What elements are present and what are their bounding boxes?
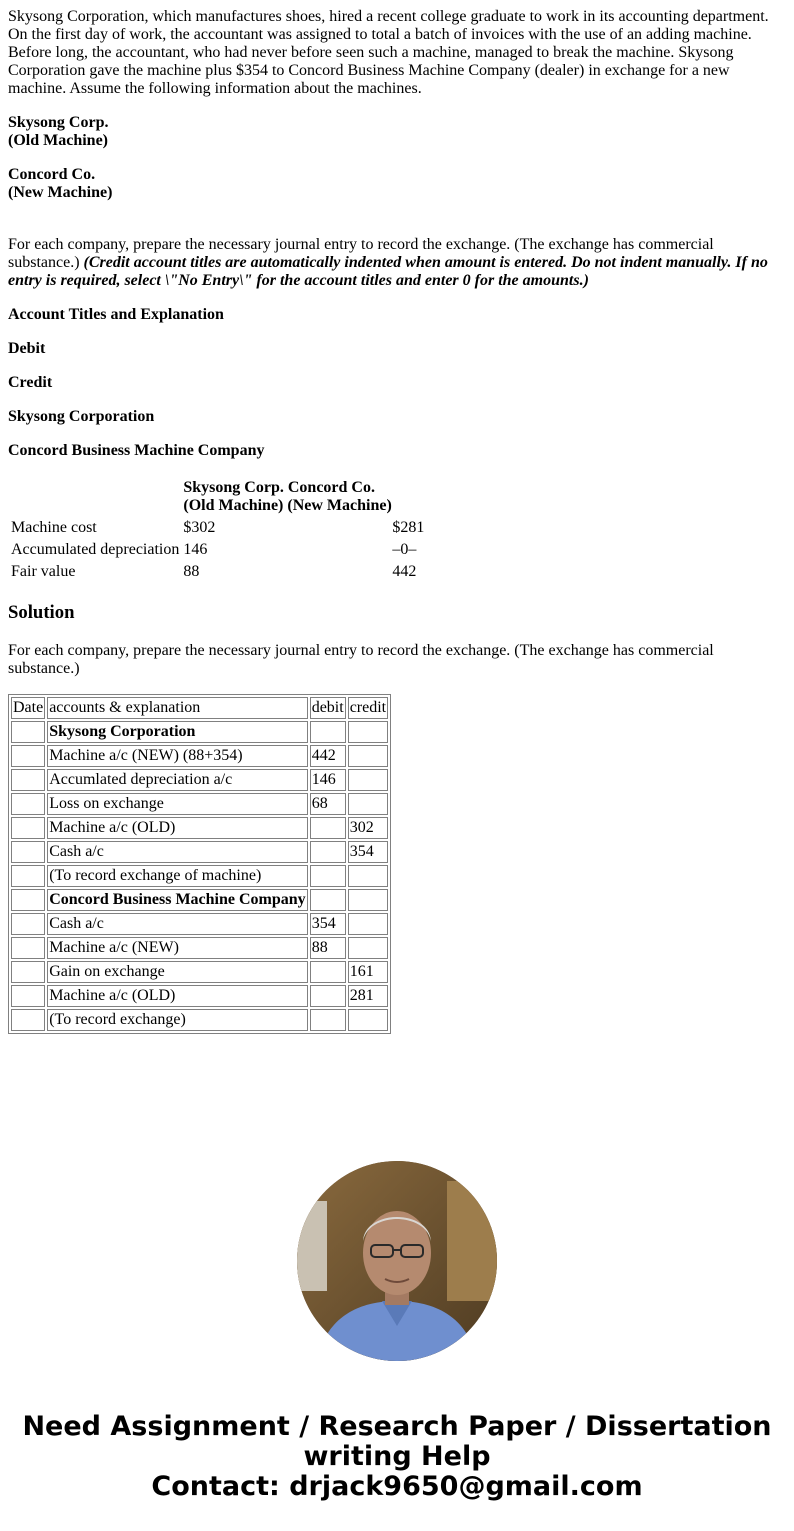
journal-cell-account: Machine a/c (NEW) (88+354) (47, 745, 307, 767)
journal-cell-credit (348, 769, 388, 791)
journal-cell-account: Cash a/c (47, 841, 307, 863)
journal-cell-account: Cash a/c (47, 913, 307, 935)
info-row-label: Accumulated depreciation (11, 541, 180, 558)
journal-cell-credit (348, 793, 388, 815)
journal-cell-date (11, 817, 45, 839)
info-row (10, 518, 425, 538)
journal-cell-date (11, 913, 45, 935)
journal-cell-debit (310, 841, 346, 863)
solution-heading: Solution (8, 602, 75, 623)
journal-cell-date (11, 937, 45, 959)
journal-cell-credit: 161 (348, 961, 388, 983)
journal-row (11, 985, 388, 1007)
journal-cell-account: Machine a/c (OLD) (47, 985, 307, 1007)
info-row-label: Machine cost (11, 519, 97, 536)
journal-cell-debit (310, 889, 346, 911)
journal-cell-account: (To record exchange of machine) (47, 865, 307, 887)
journal-cell-date (11, 1009, 45, 1031)
journal-cell-credit (348, 913, 388, 935)
journal-cell-debit (310, 985, 346, 1007)
info-row (10, 540, 425, 560)
journal-cell-date (11, 961, 45, 983)
journal-cell-debit (310, 817, 346, 839)
journal-cell-credit: 302 (348, 817, 388, 839)
machine-info-table (8, 476, 427, 584)
journal-cell-debit: 88 (310, 937, 346, 959)
info-header-blank (10, 478, 180, 516)
info-row-old: 146 (183, 541, 208, 558)
company1-text: Skysong Corporation (8, 408, 155, 425)
journal-cell-date (11, 793, 45, 815)
journal-cell-date (11, 985, 45, 1007)
journal-cell-debit (310, 961, 346, 983)
task-instruction: (Credit account titles are automatically indented when amount is entered. Do not indent manually. If no entry is required, select \"No Entry\" for the account titles and enter 0 for the amounts.) (8, 254, 768, 289)
concord-heading-line1: Concord Co. (8, 166, 96, 183)
journal-row (11, 913, 388, 935)
journal-cell-credit (348, 937, 388, 959)
journal-cell-account: Gain on exchange (47, 961, 307, 983)
journal-row (11, 769, 388, 791)
journal-cell-date (11, 889, 45, 911)
concord-heading (8, 166, 786, 202)
journal-header-account: accounts & explanation (47, 697, 307, 719)
info-row (10, 562, 425, 582)
task-paragraph (8, 236, 786, 290)
journal-cell-debit: 68 (310, 793, 346, 815)
journal-cell-credit (348, 1009, 388, 1031)
info-row-label: Fair value (11, 563, 76, 580)
col-debit-label (8, 340, 786, 358)
skysong-heading (8, 114, 786, 150)
journal-cell-credit: 281 (348, 985, 388, 1007)
journal-header-date: Date (11, 697, 45, 719)
info-header-col1-line1: Skysong Corp. (183, 479, 284, 496)
journal-cell-debit (310, 865, 346, 887)
journal-header-debit: debit (310, 697, 346, 719)
journal-row (11, 793, 388, 815)
skysong-heading-line2: (Old Machine) (8, 132, 108, 149)
problem-intro: Skysong Corporation, which manufactures shoes, hired a recent college graduate to work in its accounting department. On the first day of work, the accountant was assigned to total a batch of invoices with the use of an adding machine. Before long, the accountant, who had never before seen such a machine, managed to break the machine. Skysong Corporation gave the machine plus $354 to Concord Business Machine Company (dealer) in exchange for a new machine. Assume the following information about the machines. (8, 8, 769, 97)
promo-contact: Contact: drjack9650@gmail.com (151, 1471, 643, 1502)
journal-row (11, 937, 388, 959)
journal-cell-account: Accumlated depreciation a/c (47, 769, 307, 791)
info-row-new: $281 (392, 519, 425, 536)
journal-header-credit: credit (348, 697, 388, 719)
promo-line2: writing Help (303, 1441, 491, 1472)
journal-entry-table (8, 694, 391, 1034)
journal-cell-account: Concord Business Machine Company (47, 889, 307, 911)
journal-cell-credit (348, 889, 388, 911)
skysong-heading-line1: Skysong Corp. (8, 114, 109, 131)
info-header-col2-line1: Concord Co. (287, 479, 375, 496)
journal-row (11, 745, 388, 767)
author-photo-icon (297, 1161, 497, 1361)
company2-text: Concord Business Machine Company (8, 442, 265, 459)
col-credit-text: Credit (8, 374, 53, 391)
journal-row (11, 817, 388, 839)
journal-body (11, 721, 388, 1031)
journal-cell-credit (348, 865, 388, 887)
task-text: For each company, prepare the necessary journal entry to record the exchange. (The exchange has commercial substance.) (8, 236, 714, 271)
journal-cell-date (11, 745, 45, 767)
info-row-new: –0– (392, 541, 417, 558)
journal-cell-account: Machine a/c (NEW) (47, 937, 307, 959)
info-header-row (10, 478, 425, 516)
journal-cell-date (11, 769, 45, 791)
promo-banner (0, 1412, 794, 1502)
promo-line1: Need Assignment / Research Paper / Dissertation (22, 1411, 772, 1442)
journal-cell-date (11, 841, 45, 863)
journal-cell-date (11, 721, 45, 743)
journal-row (11, 961, 388, 983)
question-content (0, 8, 794, 1034)
journal-cell-credit: 354 (348, 841, 388, 863)
info-header-col2-line2: (New Machine) (287, 497, 392, 514)
journal-row (11, 841, 388, 863)
journal-cell-debit (310, 721, 346, 743)
journal-row (11, 721, 388, 743)
journal-cell-debit: 146 (310, 769, 346, 791)
info-header-col1-line2: (Old Machine) (183, 497, 284, 514)
info-header-text (182, 478, 425, 516)
journal-cell-date (11, 865, 45, 887)
col-credit-label (8, 374, 786, 392)
solution-task: For each company, prepare the necessary journal entry to record the exchange. (The exchange has commercial substance.) (8, 642, 714, 677)
concord-heading-line2: (New Machine) (8, 184, 113, 201)
journal-cell-credit (348, 721, 388, 743)
author-avatar (297, 1161, 497, 1361)
journal-cell-debit: 442 (310, 745, 346, 767)
col-account-label (8, 306, 786, 324)
info-row-new: 442 (392, 563, 417, 580)
journal-cell-account: Machine a/c (OLD) (47, 817, 307, 839)
journal-cell-credit (348, 745, 388, 767)
journal-cell-debit (310, 1009, 346, 1031)
journal-cell-account: Loss on exchange (47, 793, 307, 815)
journal-header-row (11, 697, 388, 719)
journal-row (11, 1009, 388, 1031)
info-row-old: $302 (183, 519, 216, 536)
col-debit-text: Debit (8, 340, 46, 357)
col-account-text: Account Titles and Explanation (8, 306, 224, 323)
company1-label (8, 408, 786, 426)
company2-label (8, 442, 786, 460)
journal-cell-account: Skysong Corporation (47, 721, 307, 743)
info-row-old: 88 (183, 563, 200, 580)
journal-row (11, 889, 388, 911)
journal-cell-account: (To record exchange) (47, 1009, 307, 1031)
journal-row (11, 865, 388, 887)
journal-cell-debit: 354 (310, 913, 346, 935)
